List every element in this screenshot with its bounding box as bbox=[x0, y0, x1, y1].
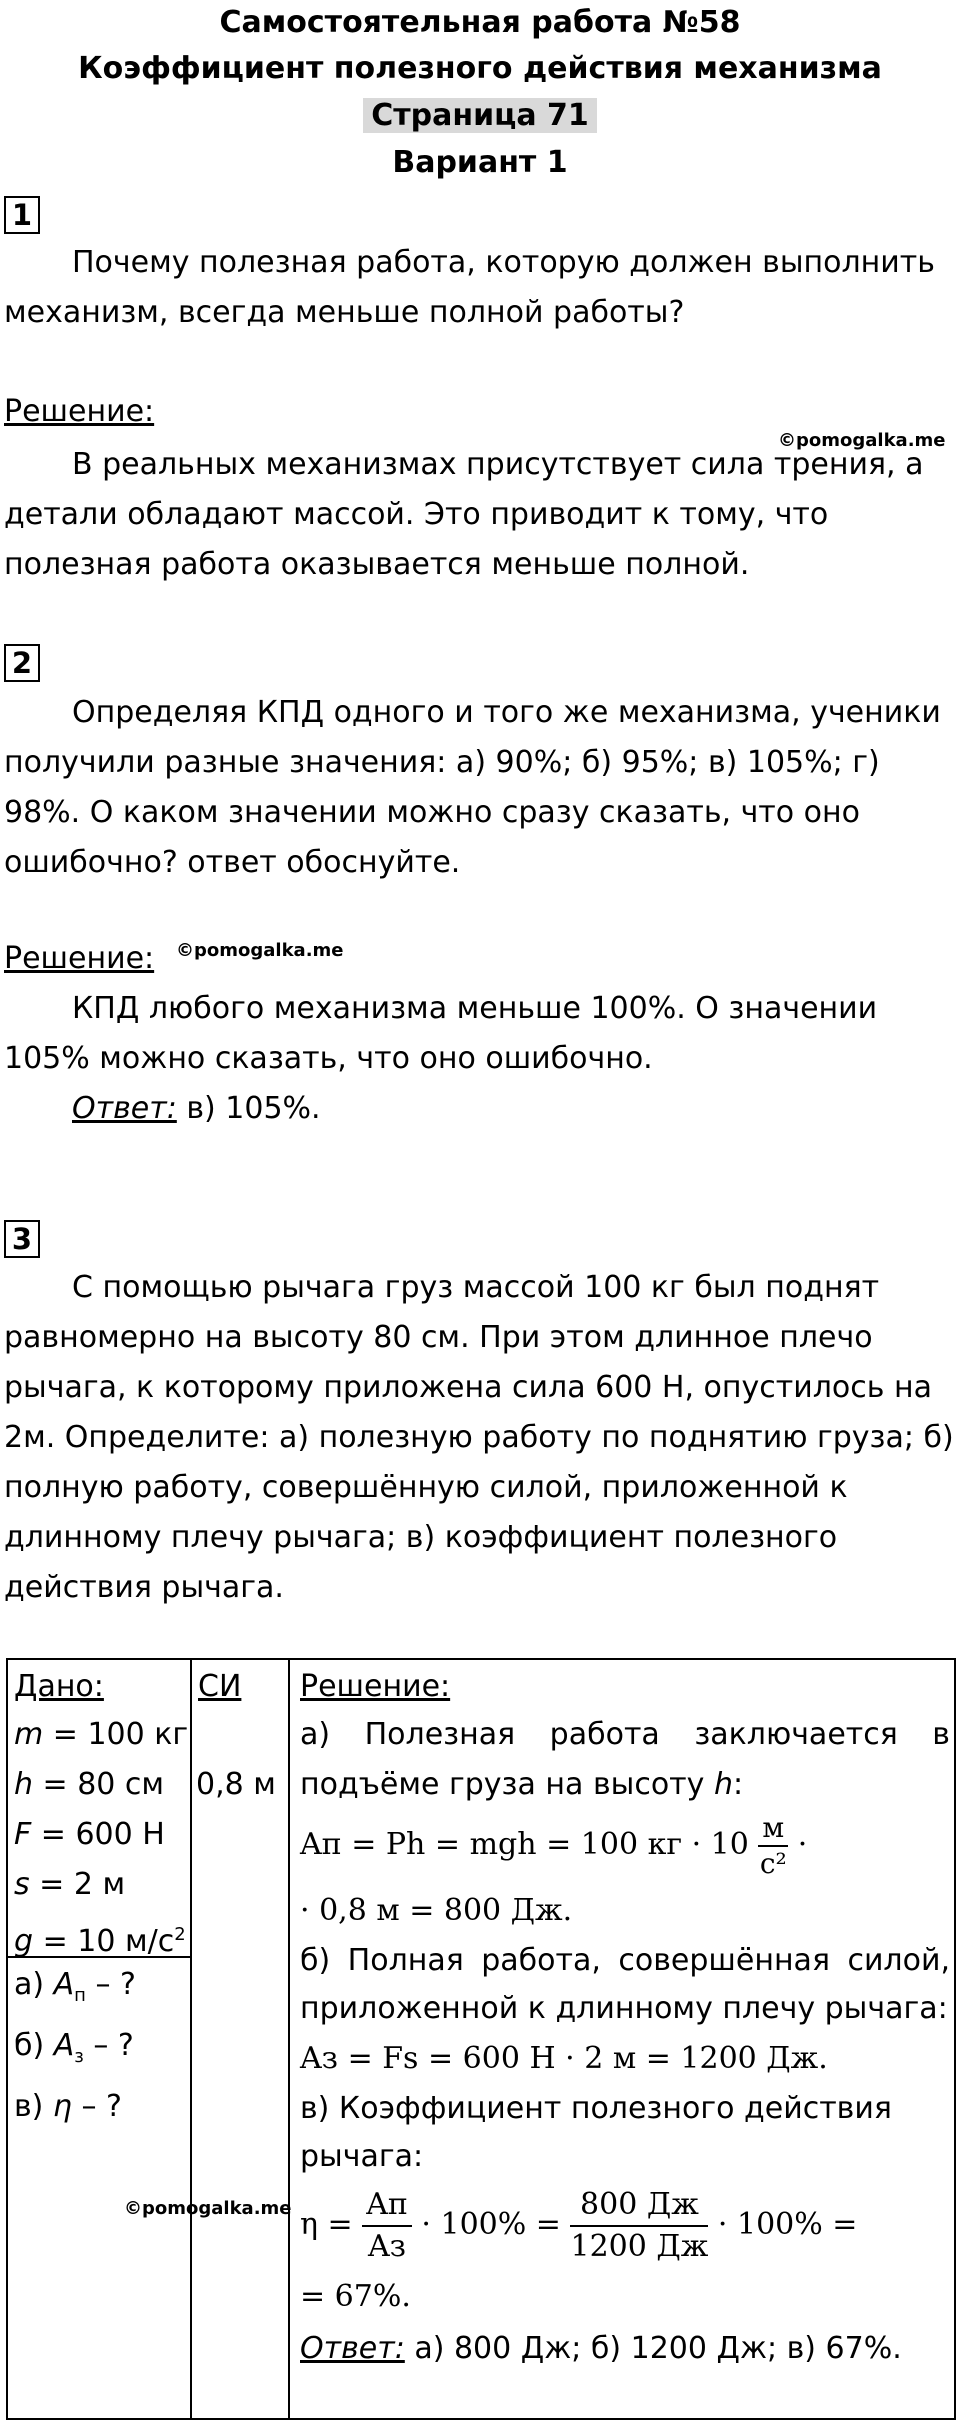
find-suffix: – ? bbox=[83, 2028, 134, 2063]
given-value: = 100 кг bbox=[43, 1717, 189, 1752]
sol-a-unit-fraction bbox=[758, 1811, 788, 1881]
sol-a-var: h bbox=[713, 1767, 733, 1802]
sol-c-fraction2 bbox=[570, 2185, 708, 2267]
sol-b-line2: приложенной к длинному плечу рычага: bbox=[300, 1991, 948, 2026]
find-item bbox=[14, 2082, 136, 2132]
sol-c-f1-den: Aз bbox=[368, 2229, 407, 2264]
table-solution-label: Решение: bbox=[300, 1669, 451, 1704]
given-item bbox=[14, 1910, 188, 1967]
sol-a-line1: а) Полезная работа заключается в bbox=[300, 1717, 950, 1752]
sol-c-line1: в) Коэффициент полезного действия bbox=[300, 2091, 892, 2126]
task1-number: 1 bbox=[4, 196, 40, 234]
task1-question: Почему полезная работа, которую должен выполнить механизм, всегда меньше полной работы? bbox=[4, 245, 935, 330]
table-divider bbox=[288, 1660, 290, 2418]
given-value: = 2 м bbox=[29, 1867, 126, 1902]
sol-c-eta: η = bbox=[300, 2207, 353, 2242]
task3-question: С помощью рычага груз массой 100 кг был поднят равномерно на высоту 80 см. При этом длинное плечо рычага, к которому приложена сила 600 Н, опустилось на 2м. Определите: а) полезную работу по поднятию груза; б) полную работу, совершённую силой, приложенной к длинному плечу рычага; в) коэффициент полезного действия рычага. bbox=[4, 1270, 954, 1605]
sol-c-mid: · 100% = bbox=[421, 2207, 561, 2242]
find-suffix: – ? bbox=[85, 1967, 136, 2002]
sol-c-f2-num: 800 Дж bbox=[570, 2185, 708, 2227]
find-variable: η bbox=[52, 2089, 72, 2124]
find-prefix: в) bbox=[14, 2089, 53, 2124]
task1-solution-label: Решение: bbox=[4, 394, 155, 429]
sol-c-fraction1 bbox=[362, 2185, 412, 2267]
given-value: = 80 см bbox=[33, 1767, 165, 1802]
watermark: ©pomogalka.me bbox=[176, 940, 344, 961]
given-variable: F bbox=[14, 1817, 32, 1852]
watermark: ©pomogalka.me bbox=[778, 430, 946, 451]
given-item bbox=[14, 1810, 188, 1860]
sol-a-formula-end: · bbox=[788, 1827, 808, 1862]
sol-c-f1-num: Aп bbox=[362, 2185, 412, 2227]
sol-c-line2: рычага: bbox=[300, 2139, 424, 2174]
find-prefix: а) bbox=[14, 1967, 54, 2002]
work-title: Самостоятельная работа №58 bbox=[219, 5, 741, 40]
sol-a-unit-den: с² bbox=[759, 1847, 787, 1880]
find-item bbox=[14, 2021, 136, 2082]
sol-b-line1: б) Полная работа, совершённая силой, bbox=[300, 1943, 950, 1978]
given-variable: m bbox=[14, 1717, 44, 1752]
sol-b-formula: Aз = Fs = 600 Н · 2 м = 1200 Дж. bbox=[300, 2041, 828, 2076]
task2-solution-label: Решение: bbox=[4, 941, 155, 976]
si-value: 0,8 м bbox=[196, 1767, 276, 1802]
sol-a-formula-text: Aп = Ph = mgh = 100 кг · 10 bbox=[300, 1827, 749, 1862]
task3-number: 3 bbox=[4, 1220, 40, 1258]
given-superscript: 2 bbox=[174, 1924, 186, 1945]
given-value: = 10 м/с bbox=[33, 1924, 175, 1959]
sol-a-line2-text: подъёме груза на высоту bbox=[300, 1767, 714, 1802]
task2-number: 2 bbox=[4, 644, 40, 682]
sol-c-end: · 100% = bbox=[717, 2207, 858, 2242]
find-variable: A bbox=[53, 1967, 75, 2002]
sol-c-formula bbox=[300, 2182, 950, 2268]
sol-a-formula bbox=[300, 1808, 950, 1882]
sol-c-result: = 67%. bbox=[300, 2279, 411, 2314]
topic-title: Коэффициент полезного действия механизма bbox=[78, 51, 882, 86]
table-divider bbox=[190, 1660, 192, 2418]
given-variable: h bbox=[14, 1767, 34, 1802]
given-variable: s bbox=[14, 1867, 30, 1902]
given-label: Дано: bbox=[14, 1669, 104, 1704]
task2-answer bbox=[72, 1084, 952, 1134]
given-list bbox=[14, 1710, 188, 1967]
sol-a-line2-end: : bbox=[732, 1767, 744, 1802]
sol-a-unit-num: м bbox=[758, 1811, 788, 1847]
task1-solution: В реальных механизмах присутствует сила трения, а детали обладают массой. Это приводит к тому, что полезная работа оказывается меньше полной. bbox=[4, 447, 924, 582]
find-suffix: – ? bbox=[71, 2089, 122, 2124]
task2-question: Определяя КПД одного и того же механизма, ученики получили разные значения: а) 90%; б) 95%; в) 105%; г) 98%. О каком значении можно сразу сказать, что оно ошибочно? ответ обоснуйте. bbox=[4, 695, 941, 880]
table-answer bbox=[300, 2324, 950, 2374]
page-number-text: Страница 71 bbox=[363, 98, 597, 133]
sol-a-line2 bbox=[300, 1760, 950, 1810]
solution-table bbox=[6, 1658, 956, 2420]
watermark: ©pomogalka.me bbox=[124, 2198, 292, 2219]
table-answer-label: Ответ: bbox=[300, 2331, 405, 2366]
find-item bbox=[14, 1960, 136, 2021]
sol-a-formula2: · 0,8 м = 800 Дж. bbox=[300, 1893, 573, 1928]
given-item bbox=[14, 1860, 188, 1910]
table-answer-value: а) 800 Дж; б) 1200 Дж; в) 67%. bbox=[404, 2331, 902, 2366]
find-subscript: з bbox=[74, 2046, 84, 2067]
given-item bbox=[14, 1710, 188, 1760]
find-prefix: б) bbox=[14, 2028, 54, 2063]
given-item bbox=[14, 1760, 188, 1810]
page-number bbox=[0, 93, 960, 139]
given-value: = 600 Н bbox=[31, 1817, 165, 1852]
find-subscript: п bbox=[74, 1985, 86, 2006]
task2-answer-label: Ответ: bbox=[72, 1091, 177, 1126]
variant-label: Вариант 1 bbox=[392, 145, 568, 180]
sol-c-f2-den: 1200 Дж bbox=[570, 2229, 709, 2264]
si-label: СИ bbox=[198, 1669, 242, 1704]
find-variable: A bbox=[53, 2028, 75, 2063]
task2-solution: КПД любого механизма меньше 100%. О значении 105% можно сказать, что оно ошибочно. bbox=[4, 991, 878, 1076]
task2-answer-value: в) 105%. bbox=[176, 1091, 321, 1126]
find-list bbox=[14, 1960, 136, 2132]
given-variable: g bbox=[14, 1924, 34, 1959]
